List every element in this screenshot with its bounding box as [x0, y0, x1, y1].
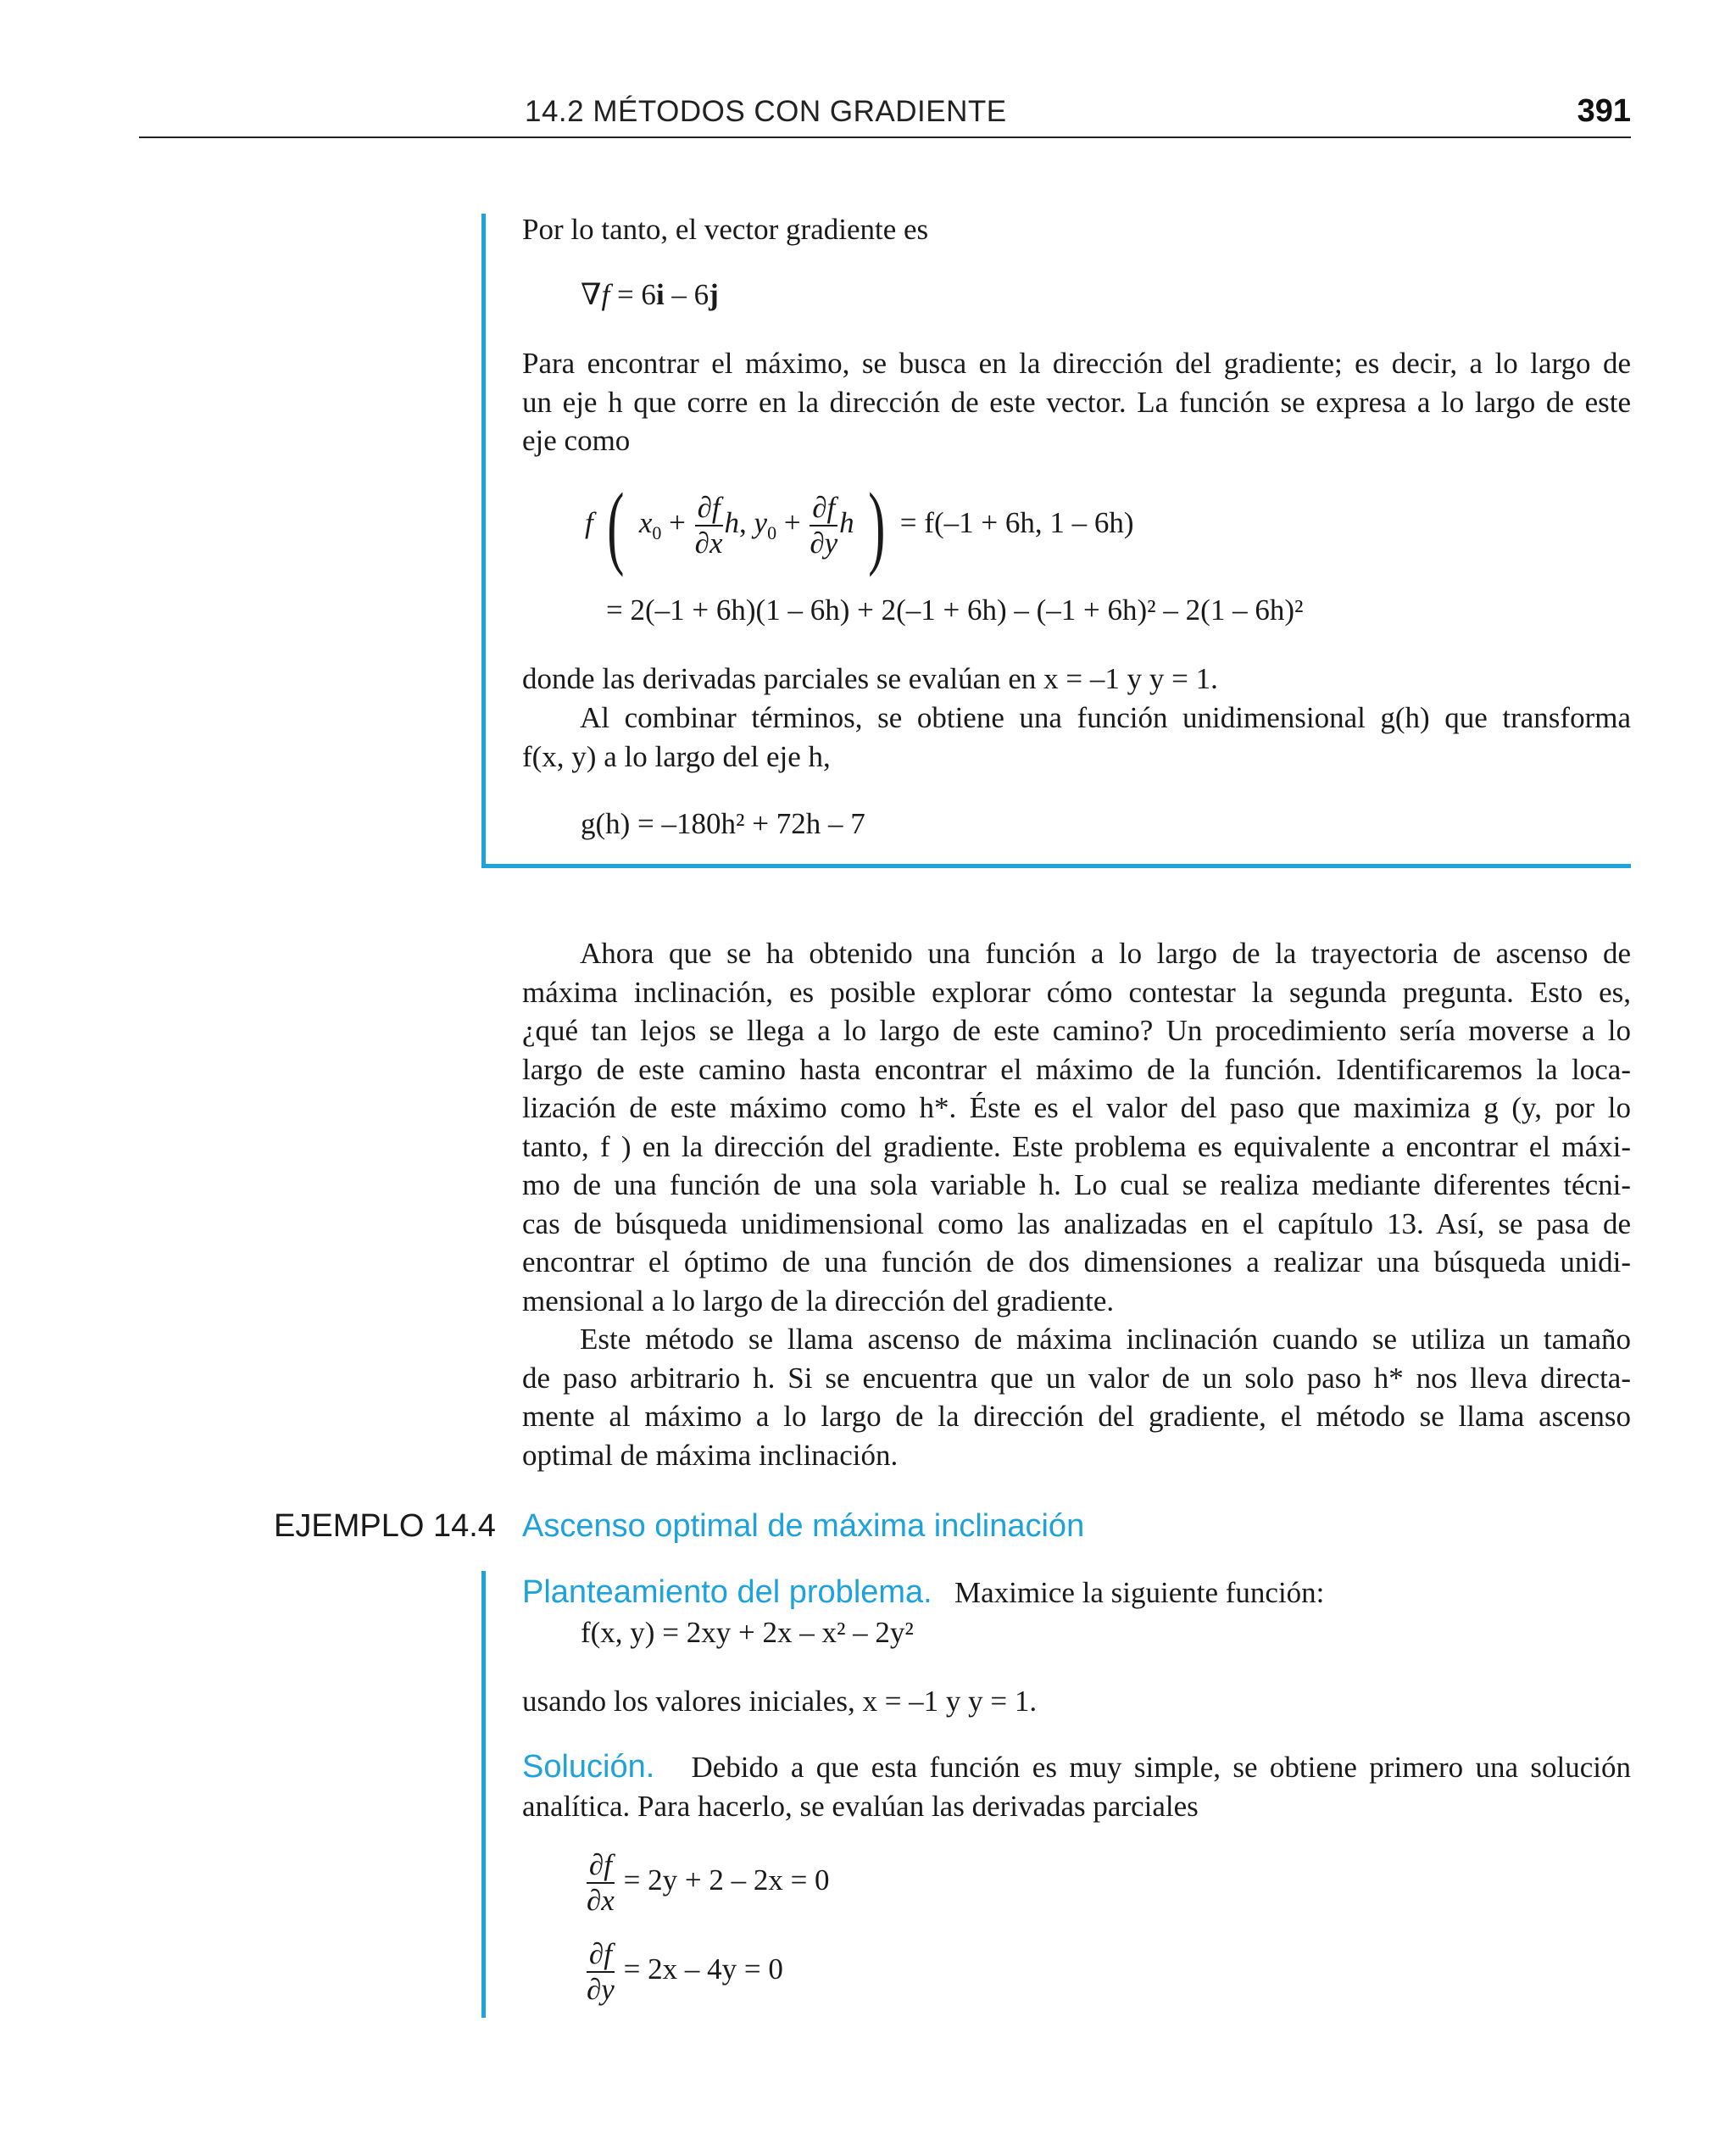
text-line: mo de una función de una sola variable h. Lo cual se realiza mediante diferentes técni- [522, 1168, 1631, 1201]
expanded-equation: = 2(–1 + 6h)(1 – 6h) + 2(–1 + 6h) – (–1 + 6h)² – 2(1 – 6h)² [606, 593, 1304, 627]
box-bottom-bar [481, 864, 1631, 868]
gradient-equation: ∇f = 6i – 6j [581, 278, 719, 311]
text-line: largo de este camino hasta encontrar el máximo de la función. Identificaremos la loca- [522, 1052, 1631, 1086]
solution-line: Debido a que esta función es muy simple, se obtiene primero una solución [691, 1751, 1631, 1784]
evaluation-note: donde las derivadas parciales se evalúan en x = –1 y y = 1. [522, 662, 1218, 695]
text-line: ¿qué tan lejos se llega a lo largo de este camino? Un procedimiento sería moverse a lo [522, 1014, 1631, 1047]
text-line: optimal de máxima inclinación. [522, 1438, 899, 1472]
text-line: encontrar el óptimo de una función de dos dimensiones a realizar una búsqueda unidi- [522, 1245, 1631, 1278]
problem-text: Maximice la siguiente función: [954, 1576, 1325, 1609]
g-of-h-equation: g(h) = –180h² + 72h – 7 [581, 807, 865, 840]
solution-paragraph [522, 1748, 1631, 1825]
problem-statement [522, 1574, 1324, 1611]
body-paragraph-2 [522, 1320, 1631, 1474]
text-line: Para encontrar el máximo, se busca en la dirección del gradiente; es decir, a lo largo de [522, 347, 1631, 380]
text-line: mensional a lo largo de la dirección del gradiente. [522, 1284, 1115, 1317]
partial-fraction: $\frac{\partial f}{\partial x}$ [587, 1848, 615, 1917]
combine-paragraph [522, 699, 1631, 738]
objective-function: f(x, y) = 2xy + 2x – x² – 2y² [581, 1616, 914, 1649]
example-left-bar [481, 1571, 486, 2018]
text-line: cas de búsqueda unidimensional como las analizadas en el capítulo 13. Así, se pasa de [522, 1206, 1631, 1240]
text-line: un eje h que corre en la dirección de este vector. La función se expresa a lo largo de este [522, 385, 1631, 419]
text-line: Este método se llama ascenso de máxima inclinación cuando se utiliza un tamaño [580, 1323, 1631, 1356]
function-along-h-equation: f ( $x_0$ + $\frac{\partial f}{\partial x}$ h, $y_0$ + $\frac{\partial f}{\partial y}$ h ) = f(–1 + 6h, 1 – 6h) [585, 474, 1134, 577]
solution-heading: Solución. [522, 1749, 655, 1785]
equation-rhs: = f(–1 + 6h, 1 – 6h) [899, 506, 1134, 540]
partial-fraction: $\frac{\partial f}{\partial x}$ [694, 491, 723, 560]
problem-heading: Planteamiento del problema. [522, 1574, 932, 1610]
equation-rhs: = 2x – 4y = 0 [623, 1952, 783, 1986]
page-number: 391 [1577, 93, 1631, 129]
header-rule [139, 136, 1631, 138]
text-line: eje como [522, 424, 631, 457]
text-line [522, 1748, 1631, 1787]
search-direction-paragraph [522, 344, 1631, 460]
text-line: Ahora que se ha obtenido una función a lo largo de la trayectoria de ascenso de [580, 937, 1631, 970]
example-label: EJEMPLO 14.4 [274, 1508, 496, 1544]
equation-rhs: = 2y + 2 – 2x = 0 [623, 1863, 830, 1897]
text-line: máxima inclinación, es posible explorar cómo contestar la segunda pregunta. Esto es, [522, 975, 1631, 1009]
partial-fraction: $\frac{\partial f}{\partial y}$ [587, 1937, 615, 2006]
text-line: mente al máximo a lo largo de la dirección del gradiente, el método se llama ascenso [522, 1400, 1631, 1433]
text-line: de paso arbitrario h. Si se encuentra que un valor de un solo paso h* nos lleva directa- [522, 1361, 1631, 1395]
partial-derivative-x [585, 1848, 830, 1918]
partial-derivative-y [585, 1937, 783, 2007]
text-line: f(x, y) a lo largo del eje h, [522, 740, 831, 773]
section-title: 14.2 MÉTODOS CON GRADIENTE [525, 95, 1007, 128]
initial-values-text: usando los valores iniciales, x = –1 y y = 1. [522, 1685, 1038, 1718]
text-line: analítica. Para hacerlo, se evalúan las derivadas parciales [522, 1789, 1199, 1823]
text-line: tanto, f ) en la dirección del gradiente. Este problema es equivalente a encontrar el máxi- [522, 1129, 1631, 1163]
combine-paragraph-cont [522, 738, 1631, 777]
text-line: Al combinar términos, se obtiene una función unidimensional g(h) que transforma [580, 701, 1631, 734]
example-title: Ascenso optimal de máxima inclinación [522, 1508, 1085, 1544]
page-header [0, 0, 1736, 144]
partial-fraction: $\frac{\partial f}{\partial y}$ [810, 491, 838, 560]
gradient-intro: Por lo tanto, el vector gradiente es [522, 213, 929, 246]
box-left-bar [481, 214, 486, 868]
text-line: lización de este máximo como h*. Éste es el valor del paso que maximiza g (y, por lo [522, 1091, 1631, 1124]
body-paragraph-1 [522, 934, 1631, 1320]
